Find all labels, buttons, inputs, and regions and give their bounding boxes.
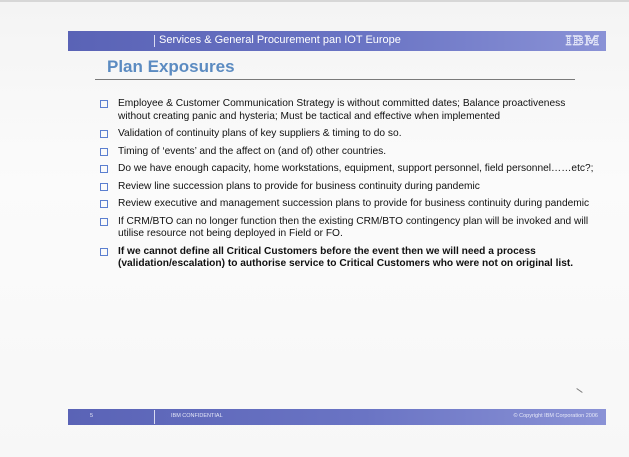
- header-title: Services & General Procurement pan IOT Europe: [159, 34, 401, 46]
- header-separator: [154, 35, 155, 47]
- footer-band: [68, 409, 606, 425]
- footer-separator: [154, 410, 155, 424]
- checkbox-bullet-icon: [100, 100, 108, 108]
- bullet-item: [100, 146, 600, 159]
- confidential-label: IBM CONFIDENTIAL: [171, 413, 223, 419]
- bullet-item: [100, 98, 600, 123]
- bullet-text: Review line succession plans to provide for business continuity during pandemic: [118, 180, 480, 192]
- ibm-logo: IBM: [565, 34, 600, 49]
- checkbox-bullet-icon: [100, 248, 108, 256]
- bullet-item: [100, 198, 600, 211]
- bullet-text: Validation of continuity plans of key suppliers & timing to do so.: [118, 128, 402, 139]
- bullet-text: Timing of ‘events’ and the affect on (and of) other countries.: [118, 145, 387, 157]
- bullet-item: [100, 216, 600, 241]
- page-title: Plan Exposures: [107, 57, 235, 76]
- bullet-text: Employee & Customer Communication Strategy is without committed dates; Balance proactiveness without creating panic and hysteria; Must be tactical and effective when implemented: [118, 98, 566, 122]
- header-band: [68, 31, 606, 51]
- bullet-text: Do we have enough capacity, home workstations, equipment, support personnel, field personnel……etc?;: [118, 163, 594, 174]
- checkbox-bullet-icon: [100, 148, 108, 156]
- bullet-item: [100, 128, 600, 141]
- bullet-text: Review executive and management succession plans to provide for business continuity during pandemic: [118, 198, 590, 209]
- checkbox-bullet-icon: [100, 200, 108, 208]
- checkbox-bullet-icon: [100, 218, 108, 226]
- bullet-item-emphasis: [100, 246, 600, 271]
- bullet-item: [100, 163, 600, 176]
- title-rule: [95, 79, 575, 80]
- checkbox-bullet-icon: [100, 183, 108, 191]
- bullet-item: [100, 181, 600, 194]
- bullet-list: [100, 98, 600, 276]
- copyright-label: © Copyright IBM Corporation 2006: [513, 413, 598, 419]
- bullet-text: If CRM/BTO can no longer function then the existing CRM/BTO contingency plan will be invoked and will utilise resource not being deployed in Field or FO.: [118, 215, 589, 239]
- pen-mark: [576, 388, 582, 393]
- checkbox-bullet-icon: [100, 165, 108, 173]
- checkbox-bullet-icon: [100, 130, 108, 138]
- page-number: 5: [90, 413, 94, 419]
- bullet-text: If we cannot define all Critical Customers before the event then we will need a process (validation/escalation) to authorise service to Critical Customers who were not on original list.: [118, 245, 574, 269]
- top-rule: [0, 0, 629, 2]
